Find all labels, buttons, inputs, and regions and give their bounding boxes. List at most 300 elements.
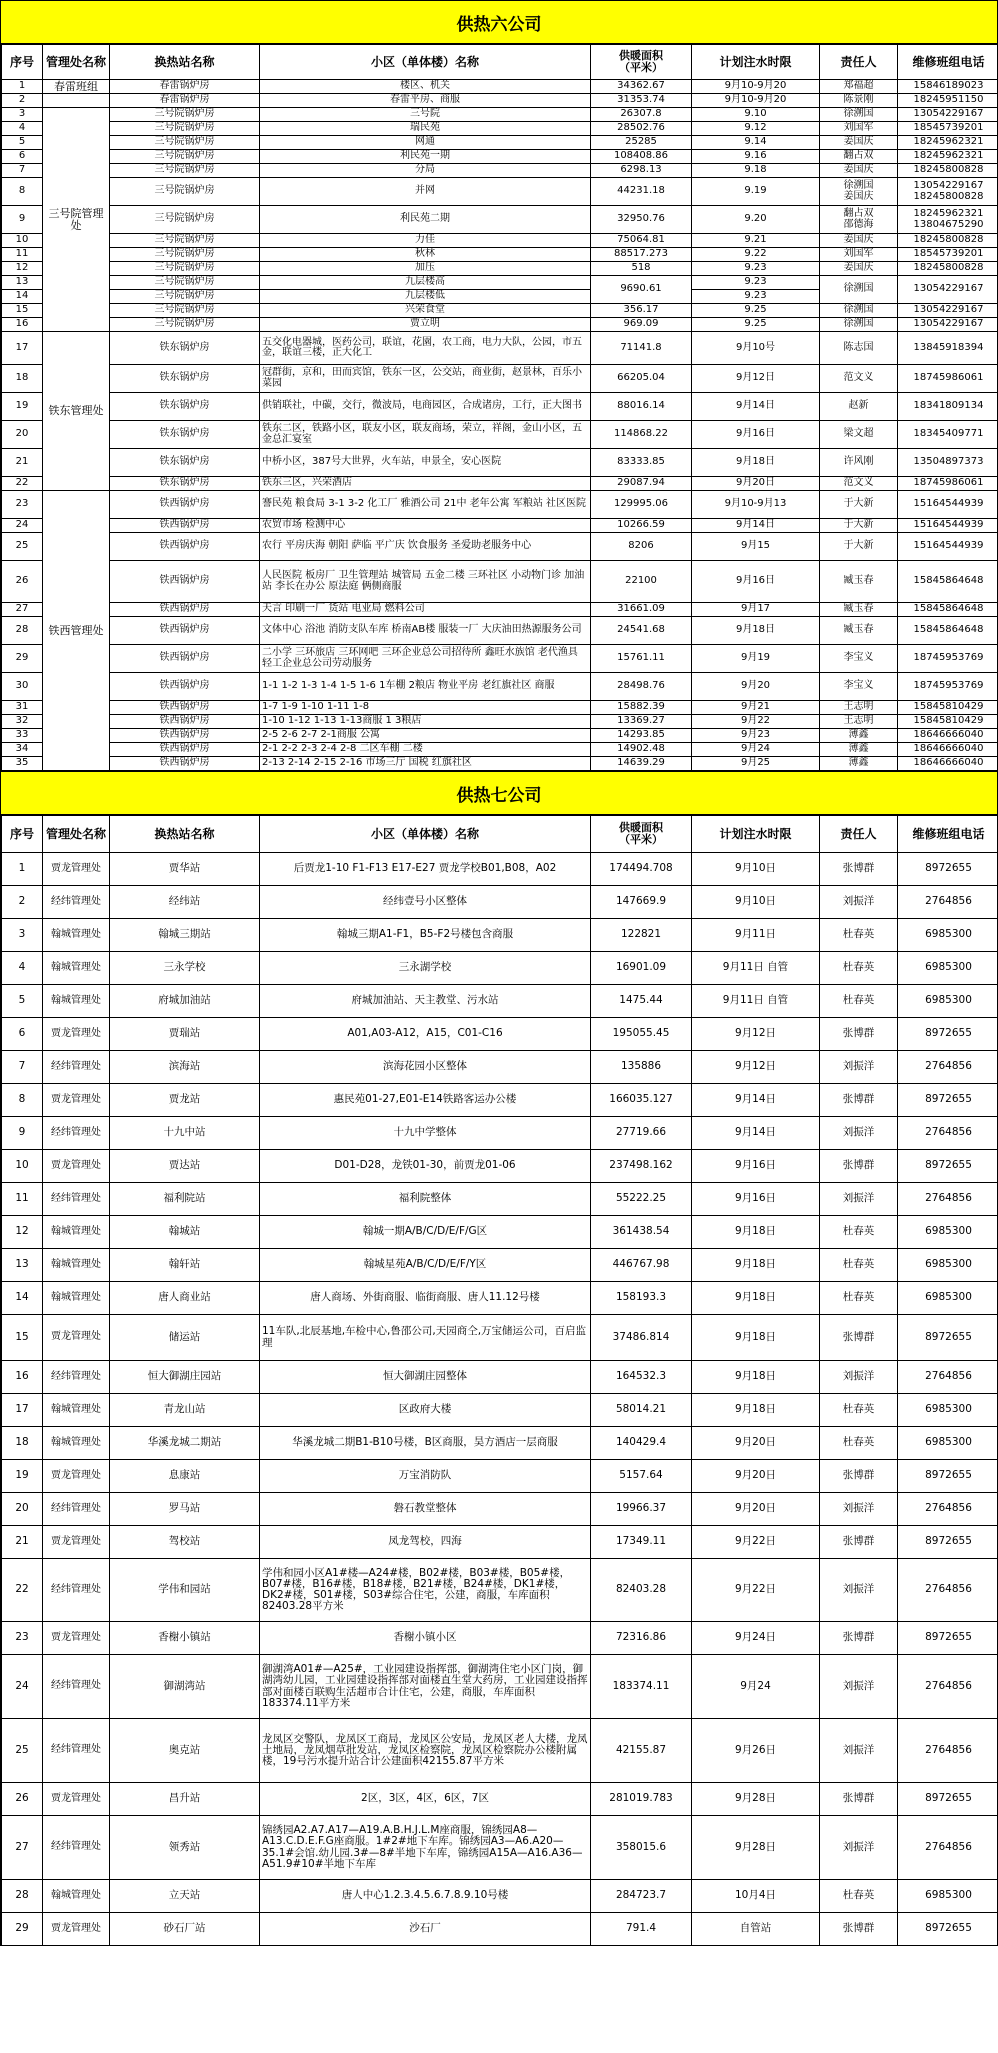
manager-cell: 贾龙管理处 (43, 1913, 110, 1946)
area-cell: 195055.45 (591, 1018, 692, 1051)
table-row (2, 393, 998, 421)
row-number-cell: 22 (2, 1559, 43, 1622)
station-cell: 学伟和园站 (110, 1559, 260, 1622)
station-cell: 福利院站 (110, 1183, 260, 1216)
row-number-cell: 18 (2, 1427, 43, 1460)
phone-cell: 6985300 (898, 1249, 998, 1282)
row-number-cell: 26 (2, 1783, 43, 1816)
area-cell: 75064.81 (591, 234, 692, 248)
area-cell: 19966.37 (591, 1493, 692, 1526)
area-cell: 66205.04 (591, 365, 692, 393)
station-cell: 贾华站 (110, 853, 260, 886)
owner-cell: 刘振洋 (820, 886, 898, 919)
station-cell: 铁东锅炉房 (110, 477, 260, 491)
row-number-cell: 6 (2, 1018, 43, 1051)
community-cell: A01,A03-A12，A15，C01-C16 (260, 1018, 591, 1051)
manager-cell: 贾龙管理处 (43, 853, 110, 886)
schedule-cell: 9月10号 (692, 332, 820, 365)
owner-cell: 臧玉春 (820, 561, 898, 603)
header-cell: 计划注水时限 (692, 816, 820, 853)
community-cell: 万宝消防队 (260, 1460, 591, 1493)
manager-cell: 翰城管理处 (43, 985, 110, 1018)
community-cell: 铁东二区，铁路小区，联友小区，联友商场，荣立，祥阁，金山小区，五金总汇宴室 (260, 421, 591, 449)
manager-cell: 春雷班组 (43, 80, 110, 94)
phone-cell: 8972655 (898, 1460, 998, 1493)
table-row (2, 853, 998, 886)
area-cell: 183374.11 (591, 1655, 692, 1719)
table-row (2, 122, 998, 136)
phone-cell: 18245951150 (898, 94, 998, 108)
table-row (2, 1150, 998, 1183)
station-cell: 铁西锅炉房 (110, 701, 260, 715)
row-number-cell: 2 (2, 886, 43, 919)
area-cell: 72316.86 (591, 1622, 692, 1655)
area-cell: 31661.09 (591, 603, 692, 617)
row-number-cell: 3 (2, 919, 43, 952)
community-cell: 冠群街，京和，田而宾馆，铁东一区，公交站，商业街，赵景林，百乐小菜园 (260, 365, 591, 393)
table-row (2, 1816, 998, 1880)
row-number-cell: 10 (2, 234, 43, 248)
area-cell: 37486.814 (591, 1315, 692, 1361)
community-cell: 福利院整体 (260, 1183, 591, 1216)
station-cell: 立天站 (110, 1880, 260, 1913)
header-cell: 维修班组电话 (898, 816, 998, 853)
schedule-cell: 9月25 (692, 757, 820, 771)
schedule-cell: 9.21 (692, 234, 820, 248)
community-cell: 文体中心 浴池 消防支队车库 桥南AB楼 服装一厂 大庆油田热源服务公司 (260, 617, 591, 645)
row-number-cell: 32 (2, 715, 43, 729)
row-number-cell: 11 (2, 248, 43, 262)
owner-cell: 刘国军 (820, 122, 898, 136)
schedule-cell: 9月28日 (692, 1783, 820, 1816)
area-cell: 8206 (591, 533, 692, 561)
community-cell: 春雷平房、商服 (260, 94, 591, 108)
owner-cell: 范文义 (820, 477, 898, 491)
area-cell: 140429.4 (591, 1427, 692, 1460)
schedule-cell: 9月18日 (692, 1216, 820, 1249)
row-number-cell: 16 (2, 1361, 43, 1394)
phone-cell: 6985300 (898, 1216, 998, 1249)
header-cell: 维修班组电话 (898, 45, 998, 80)
station-cell: 铁东锅炉房 (110, 332, 260, 365)
community-cell: 沙石厂 (260, 1913, 591, 1946)
table-row (2, 533, 998, 561)
schedule-cell: 9月14日 (692, 1117, 820, 1150)
schedule-cell: 9.20 (692, 206, 820, 234)
phone-cell: 18745986061 (898, 365, 998, 393)
owner-cell: 徐溯国 (820, 318, 898, 332)
schedule-cell: 9月11日 (692, 919, 820, 952)
manager-cell: 铁西管理处 (43, 491, 110, 771)
schedule-cell: 自管站 (692, 1913, 820, 1946)
phone-cell: 18245962321 (898, 136, 998, 150)
row-number-cell: 24 (2, 519, 43, 533)
community-cell: 并网 (260, 178, 591, 206)
community-cell: 2-5 2-6 2-7 2-1商服 公寓 (260, 729, 591, 743)
phone-cell: 18341809134 (898, 393, 998, 421)
community-cell: 九层楼高 (260, 276, 591, 290)
schedule-cell: 9.25 (692, 318, 820, 332)
community-cell: 府城加油站、天主教堂、污水站 (260, 985, 591, 1018)
owner-cell: 张博群 (820, 1460, 898, 1493)
station-cell: 铁东锅炉房 (110, 421, 260, 449)
area-cell: 22100 (591, 561, 692, 603)
phone-cell: 6985300 (898, 1282, 998, 1315)
phone-cell: 18245800828 (898, 164, 998, 178)
phone-cell: 2764856 (898, 1719, 998, 1783)
area-cell: 82403.28 (591, 1559, 692, 1622)
phone-cell: 13054229167 (898, 276, 998, 304)
area-cell: 358015.6 (591, 1816, 692, 1880)
area-cell: 88016.14 (591, 393, 692, 421)
table-row (2, 477, 998, 491)
table-row (2, 701, 998, 715)
phone-cell: 8972655 (898, 1150, 998, 1183)
row-number-cell: 7 (2, 1051, 43, 1084)
area-cell: 14639.29 (591, 757, 692, 771)
community-cell: 力佳 (260, 234, 591, 248)
station-cell: 铁东锅炉房 (110, 365, 260, 393)
table-row (2, 94, 998, 108)
manager-cell: 翰城管理处 (43, 952, 110, 985)
header-cell: 责任人 (820, 45, 898, 80)
owner-cell: 刘振洋 (820, 1816, 898, 1880)
schedule-cell: 9月10-9月13 (692, 491, 820, 519)
row-number-cell: 21 (2, 1526, 43, 1559)
row-number-cell: 18 (2, 365, 43, 393)
area-cell: 114868.22 (591, 421, 692, 449)
owner-cell: 刘振洋 (820, 1719, 898, 1783)
owner-cell: 刘振洋 (820, 1655, 898, 1719)
table-row (2, 80, 998, 94)
phone-cell: 6985300 (898, 985, 998, 1018)
phone-cell: 2764856 (898, 1655, 998, 1719)
phone-cell: 18245962321 13804675290 (898, 206, 998, 234)
manager-cell: 翰城管理处 (43, 1427, 110, 1460)
phone-cell: 8972655 (898, 1315, 998, 1361)
row-number-cell: 10 (2, 1150, 43, 1183)
community-cell: 翰城星苑A/B/C/D/E/F/Y区 (260, 1249, 591, 1282)
table-row (2, 234, 998, 248)
phone-cell: 18646666040 (898, 743, 998, 757)
community-cell: 1-1 1-2 1-3 1-4 1-5 1-6 1车棚 2粮店 物业平房 老红旗社区 商服 (260, 673, 591, 701)
owner-cell: 杜春英 (820, 1282, 898, 1315)
phone-cell: 13054229167 (898, 318, 998, 332)
station-cell: 香榭小镇站 (110, 1622, 260, 1655)
station-cell: 三号院锅炉房 (110, 108, 260, 122)
company7-header-row (2, 816, 998, 853)
owner-cell: 杜春英 (820, 952, 898, 985)
phone-cell: 8972655 (898, 853, 998, 886)
owner-cell: 梁文超 (820, 421, 898, 449)
community-cell: 供销联社，中碳，交行，微波局，电商园区，合成诸房，工行，正大图书 (260, 393, 591, 421)
schedule-cell: 9月22日 (692, 1526, 820, 1559)
phone-cell: 6985300 (898, 1880, 998, 1913)
community-cell: 磐石教堂整体 (260, 1493, 591, 1526)
table-row (2, 919, 998, 952)
phone-cell: 18745953769 (898, 673, 998, 701)
area-cell: 281019.783 (591, 1783, 692, 1816)
schedule-cell: 10月4日 (692, 1880, 820, 1913)
schedule-cell: 9.10 (692, 108, 820, 122)
schedule-cell: 9月19 (692, 645, 820, 673)
station-cell: 青龙山站 (110, 1394, 260, 1427)
phone-cell: 2764856 (898, 886, 998, 919)
row-number-cell: 8 (2, 178, 43, 206)
station-cell: 铁西锅炉房 (110, 491, 260, 519)
row-number-cell: 20 (2, 421, 43, 449)
station-cell: 铁西锅炉房 (110, 561, 260, 603)
owner-cell: 张博群 (820, 1913, 898, 1946)
community-cell: 唐人商场、外街商服、临街商服、唐人11.12号楼 (260, 1282, 591, 1315)
community-cell: 唐人中心1.2.3.4.5.6.7.8.9.10号楼 (260, 1880, 591, 1913)
table-row (2, 645, 998, 673)
table-row (2, 164, 998, 178)
station-cell: 三号院锅炉房 (110, 150, 260, 164)
row-number-cell: 6 (2, 150, 43, 164)
area-cell: 14902.48 (591, 743, 692, 757)
community-cell: 惠民苑01-27,E01-E14铁路客运办公楼 (260, 1084, 591, 1117)
manager-cell: 贾龙管理处 (43, 1783, 110, 1816)
owner-cell: 许风刚 (820, 449, 898, 477)
owner-cell: 徐溯国 (820, 108, 898, 122)
table-row (2, 1315, 998, 1361)
area-cell: 164532.3 (591, 1361, 692, 1394)
owner-cell: 赵新 (820, 393, 898, 421)
manager-cell: 翰城管理处 (43, 1249, 110, 1282)
table-row (2, 1117, 998, 1150)
phone-cell: 13054229167 18245800828 (898, 178, 998, 206)
community-cell: 兴荣食堂 (260, 304, 591, 318)
owner-cell: 薄鑫 (820, 729, 898, 743)
community-cell: 学伟和园小区A1#楼—A24#楼，B02#楼，B03#楼，B05#楼，B07#楼，B16#楼，B18#楼，B21#楼，B24#楼，DK1#楼，DK2#楼，S01#楼，S03#综合住宅，公建，商服，车库面积82403.28平方米 (260, 1559, 591, 1622)
table-row (2, 365, 998, 393)
community-cell: 五交化电器城，医药公司，联谊，花園，农工商，电力大队，公园，市五金，联谊三楼，正大化工 (260, 332, 591, 365)
area-cell: 10266.59 (591, 519, 692, 533)
community-cell: 九层楼低 (260, 290, 591, 304)
company7-table (1, 815, 998, 1946)
station-cell: 铁西锅炉房 (110, 645, 260, 673)
phone-cell: 18245962321 (898, 150, 998, 164)
phone-cell: 15845810429 (898, 701, 998, 715)
owner-cell: 杜春英 (820, 919, 898, 952)
schedule-cell: 9月21 (692, 701, 820, 715)
station-cell: 翰城三期站 (110, 919, 260, 952)
community-cell: 2区，3区，4区，6区，7区 (260, 1783, 591, 1816)
area-cell: 356.17 (591, 304, 692, 318)
schedule-cell: 9月18日 (692, 1315, 820, 1361)
manager-cell: 铁东管理处 (43, 332, 110, 491)
phone-cell: 15164544939 (898, 533, 998, 561)
community-cell: 利民苑一期 (260, 150, 591, 164)
phone-cell: 18345409771 (898, 421, 998, 449)
phone-cell: 8972655 (898, 1622, 998, 1655)
phone-cell: 15845864648 (898, 603, 998, 617)
area-cell: 26307.8 (591, 108, 692, 122)
area-cell: 5157.64 (591, 1460, 692, 1493)
community-cell: 11车队,北辰基地,车检中心,鲁邵公司,天园商仝,万宝储运公司，百启监理 (260, 1315, 591, 1361)
owner-cell: 徐溯国 (820, 276, 898, 304)
community-cell: 御湖湾A01#—A25#，工业园建设指挥部，御湖湾住宅小区门岗，御湖湾幼儿园，工业园建设指挥部对面楼直生堂大药房，工业园建设指挥部对面楼百联购生活超市合计住宅，公建，商服，车库面积183374.11平方米 (260, 1655, 591, 1719)
schedule-cell: 9月14日 (692, 393, 820, 421)
table-row (2, 1427, 998, 1460)
owner-cell: 杜春英 (820, 1427, 898, 1460)
row-number-cell: 33 (2, 729, 43, 743)
manager-cell: 经纬管理处 (43, 1051, 110, 1084)
owner-cell: 张博群 (820, 853, 898, 886)
table-row (2, 1783, 998, 1816)
phone-cell: 8972655 (898, 1084, 998, 1117)
phone-cell: 15845810429 (898, 715, 998, 729)
header-cell: 换热站名称 (110, 45, 260, 80)
station-cell: 三号院锅炉房 (110, 234, 260, 248)
schedule-cell: 9月16日 (692, 1150, 820, 1183)
row-number-cell: 29 (2, 645, 43, 673)
table-row (2, 332, 998, 365)
schedule-cell: 9月10日 (692, 853, 820, 886)
phone-cell: 6985300 (898, 1427, 998, 1460)
phone-cell: 13054229167 (898, 304, 998, 318)
owner-cell: 王志明 (820, 701, 898, 715)
schedule-cell: 9月20日 (692, 477, 820, 491)
community-cell: 分局 (260, 164, 591, 178)
table-row (2, 136, 998, 150)
header-cell: 管理处名称 (43, 816, 110, 853)
manager-cell: 翰城管理处 (43, 1880, 110, 1913)
area-cell: 135886 (591, 1051, 692, 1084)
schedule-cell: 9月24 (692, 743, 820, 757)
header-cell: 供暖面积 （平米） (591, 45, 692, 80)
station-cell: 春雷锅炉房 (110, 80, 260, 94)
table-row (2, 1493, 998, 1526)
community-cell: 二小学 三环旅店 三环网吧 三环企业总公司招待所 鑫旺水族馆 老代渔具 轻工企业总公司劳动服务 (260, 645, 591, 673)
row-number-cell: 12 (2, 1216, 43, 1249)
owner-cell: 杜春英 (820, 985, 898, 1018)
table-row (2, 715, 998, 729)
schedule-cell: 9月18日 (692, 1394, 820, 1427)
table-row (2, 108, 998, 122)
schedule-cell: 9月26日 (692, 1719, 820, 1783)
area-cell: 27719.66 (591, 1117, 692, 1150)
table-row (2, 318, 998, 332)
row-number-cell: 30 (2, 673, 43, 701)
owner-cell: 杜春英 (820, 1216, 898, 1249)
phone-cell: 15846189023 (898, 80, 998, 94)
manager-cell (43, 94, 110, 108)
table-row (2, 304, 998, 318)
owner-cell: 张博群 (820, 1084, 898, 1117)
phone-cell: 2764856 (898, 1051, 998, 1084)
schedule-cell: 9.16 (692, 150, 820, 164)
schedule-cell: 9.25 (692, 304, 820, 318)
table-row (2, 1084, 998, 1117)
station-cell: 罗马站 (110, 1493, 260, 1526)
row-number-cell: 17 (2, 332, 43, 365)
owner-cell: 翻占双 邵德海 (820, 206, 898, 234)
area-cell: 518 (591, 262, 692, 276)
company7-title: 供热七公司 (1, 771, 997, 815)
station-cell: 三号院锅炉房 (110, 276, 260, 290)
table-row (2, 248, 998, 262)
area-cell: 166035.127 (591, 1084, 692, 1117)
manager-cell: 经纬管理处 (43, 1816, 110, 1880)
owner-cell: 刘振洋 (820, 1117, 898, 1150)
row-number-cell: 25 (2, 1719, 43, 1783)
area-cell: 42155.87 (591, 1719, 692, 1783)
community-cell: 农贸市场 检测中心 (260, 519, 591, 533)
table-row (2, 449, 998, 477)
row-number-cell: 1 (2, 80, 43, 94)
station-cell: 滨海站 (110, 1051, 260, 1084)
owner-cell: 李宝义 (820, 673, 898, 701)
row-number-cell: 3 (2, 108, 43, 122)
schedule-cell: 9月20日 (692, 1493, 820, 1526)
manager-cell: 经纬管理处 (43, 886, 110, 919)
table-row (2, 1622, 998, 1655)
owner-cell: 张博群 (820, 1315, 898, 1361)
schedule-cell: 9.12 (692, 122, 820, 136)
phone-cell: 18545739201 (898, 248, 998, 262)
station-cell: 贾达站 (110, 1150, 260, 1183)
owner-cell: 姜国庆 (820, 136, 898, 150)
station-cell: 铁西锅炉房 (110, 603, 260, 617)
owner-cell: 于大新 (820, 491, 898, 519)
schedule-cell: 9月20日 (692, 1427, 820, 1460)
community-cell: 楼区、机关 (260, 80, 591, 94)
community-cell: 区政府大楼 (260, 1394, 591, 1427)
area-cell: 31353.74 (591, 94, 692, 108)
table-row (2, 1216, 998, 1249)
station-cell: 铁西锅炉房 (110, 743, 260, 757)
area-cell: 17349.11 (591, 1526, 692, 1559)
schedule-cell: 9月11日 自管 (692, 952, 820, 985)
community-cell: 贾立明 (260, 318, 591, 332)
area-cell: 83333.85 (591, 449, 692, 477)
row-number-cell: 19 (2, 393, 43, 421)
phone-cell: 8972655 (898, 1526, 998, 1559)
table-row (2, 952, 998, 985)
station-cell: 十九中站 (110, 1117, 260, 1150)
schedule-cell: 9月10-9月20 (692, 80, 820, 94)
community-cell: 后贾龙1-10 F1-F13 E17-E27 贾龙学校B01,B08，A02 (260, 853, 591, 886)
schedule-cell: 9.23 (692, 276, 820, 290)
station-cell: 三号院锅炉房 (110, 304, 260, 318)
schedule-cell: 9.19 (692, 178, 820, 206)
area-cell: 969.09 (591, 318, 692, 332)
phone-cell: 6985300 (898, 1394, 998, 1427)
header-cell: 计划注水时限 (692, 45, 820, 80)
phone-cell: 15164544939 (898, 519, 998, 533)
schedule-cell: 9月18日 (692, 1282, 820, 1315)
phone-cell: 18646666040 (898, 757, 998, 771)
company6-title: 供热六公司 (1, 1, 997, 44)
row-number-cell: 24 (2, 1655, 43, 1719)
schedule-cell: 9月20日 (692, 1460, 820, 1493)
row-number-cell: 11 (2, 1183, 43, 1216)
community-cell: D01-D28，龙铁01-30，前贾龙01-06 (260, 1150, 591, 1183)
schedule-cell: 9月16日 (692, 561, 820, 603)
owner-cell: 杜春英 (820, 1880, 898, 1913)
schedule-cell: 9月16日 (692, 421, 820, 449)
phone-cell: 8972655 (898, 1913, 998, 1946)
row-number-cell: 22 (2, 477, 43, 491)
schedule-cell: 9.14 (692, 136, 820, 150)
station-cell: 三号院锅炉房 (110, 248, 260, 262)
manager-cell: 贾龙管理处 (43, 1018, 110, 1051)
owner-cell: 翻占双 (820, 150, 898, 164)
area-cell: 174494.708 (591, 853, 692, 886)
area-cell: 147669.9 (591, 886, 692, 919)
